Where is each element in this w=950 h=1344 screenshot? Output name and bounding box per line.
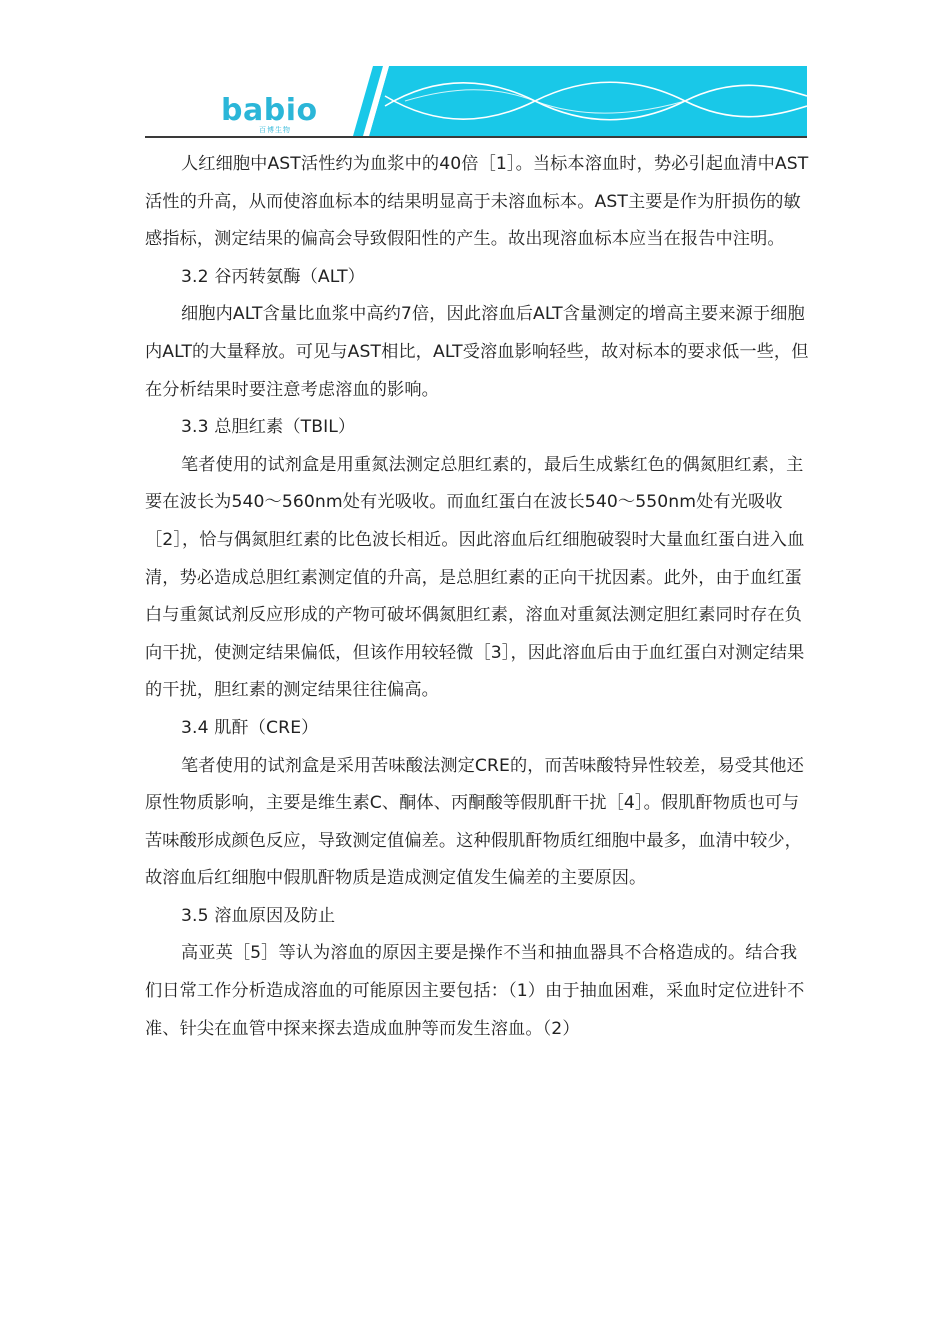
paragraph-alt: 细胞内ALT含量比血浆中高约7倍，因此溶血后ALT含量测定的增高主要来源于细胞内ALT的大量释放。可见与AST相比，ALT受溶血影响轻些，故对标本的要求低一些，但在分析结果时要注意考虑溶血的影响。: [145, 304, 809, 400]
brand-logo: babio: [221, 93, 318, 128]
brand-logo-subtext: 百博生物: [259, 126, 291, 134]
page-header: [145, 66, 807, 138]
section-heading-3-2: 3.2 谷丙转氨酶（ALT）: [181, 266, 365, 287]
paragraph-ast: 人红细胞中AST活性约为血浆中的40倍［1］。当标本溶血时，势必引起血清中AST活性的升高，从而使溶血标本的结果明显高于未溶血标本。AST主要是作为肝损伤的敏感指标，测定结果的偏高会导致假阳性的产生。故出现溶血标本应当在报告中注明。: [145, 154, 809, 250]
header-divider: [145, 136, 807, 138]
section-heading-3-5: 3.5 溶血原因及防止: [181, 905, 336, 926]
decorative-banner: [345, 66, 807, 136]
section-heading-3-4: 3.4 肌酐（CRE）: [181, 717, 319, 738]
section-heading-3-3: 3.3 总胆红素（TBIL）: [181, 417, 356, 438]
document-body: [145, 146, 813, 1048]
paragraph-hemolysis-causes: 高亚英［5］等认为溶血的原因主要是操作不当和抽血器具不合格造成的。结合我们日常工作分析造成溶血的可能原因主要包括：（1）由于抽血困难，采血时定位进针不准、针尖在血管中探来探去造成血肿等而发生溶血。（2）: [145, 943, 805, 1039]
paragraph-tbil: 笔者使用的试剂盒是用重氮法测定总胆红素的，最后生成紫红色的偶氮胆红素，主要在波长为540～560nm处有光吸收。而血红蛋白在波长540～550nm处有光吸收［2］，恰与偶氮胆红素的比色波长相近。因此溶血后红细胞破裂时大量血红蛋白进入血清，势必造成总胆红素测定值的升高，是总胆红素的正向干扰因素。此外，由于血红蛋白与重氮试剂反应形成的产物可破坏偶氮胆红素，溶血对重氮法测定胆红素同时存在负向干扰，使测定结果偏低，但该作用较轻微［3］，因此溶血后由于血红蛋白对测定结果的干扰，胆红素的测定结果往往偏高。: [145, 454, 805, 701]
paragraph-cre: 笔者使用的试剂盒是采用苦味酸法测定CRE的，而苦味酸特异性较差，易受其他还原性物质影响，主要是维生素C、酮体、丙酮酸等假肌酐干扰［4］。假肌酐物质也可与苦味酸形成颜色反应，导致测定值偏差。这种假肌酐物质红细胞中最多，血清中较少，故溶血后红细胞中假肌酐物质是造成测定值发生偏差的主要原因。: [145, 755, 804, 889]
